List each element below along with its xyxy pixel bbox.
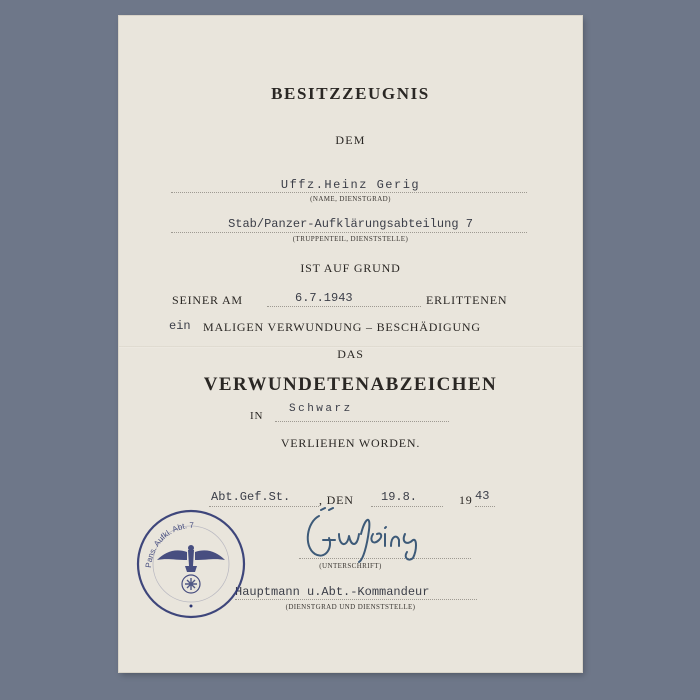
place-value: Abt.Gef.St. <box>211 490 291 504</box>
rank-value: Hauptmann u.Abt.-Kommandeur <box>235 585 430 599</box>
das-text: DAS <box>337 347 364 361</box>
grade-value: Schwarz <box>289 403 353 415</box>
maligen-text: MALIGEN VERWUNDUNG – BESCHÄDIGUNG <box>203 320 481 334</box>
unit-dotted-line <box>171 232 527 233</box>
name-value: Uffz.Heinz Gerig <box>280 178 421 192</box>
erlittenen-text: ERLITTENEN <box>426 293 508 307</box>
date-dotted-line <box>267 306 421 307</box>
name-caption: (NAME, DIENSTGRAD) <box>310 195 391 203</box>
den-text: , DEN <box>319 493 354 507</box>
verliehen-text: VERLIEHEN WORDEN. <box>280 436 421 450</box>
rank-dotted-line <box>235 599 477 600</box>
grade-dotted-line <box>275 421 449 422</box>
name-dotted-line <box>171 192 527 193</box>
official-stamp <box>135 508 247 620</box>
eagle-emblem-icon <box>157 545 225 572</box>
in-text: IN <box>250 410 264 422</box>
year-suffix-value: 43 <box>475 489 490 503</box>
award-title: VERWUNDETENABZEICHEN <box>203 374 498 395</box>
certificate-paper <box>119 16 582 672</box>
injury-date-value: 6.7.1943 <box>295 291 353 305</box>
document-title: BESITZZEUGNIS <box>271 84 430 103</box>
unit-caption: (TRUPPENTEIL, DIENSTSTELLE) <box>292 235 409 243</box>
year-prefix: 19 <box>459 493 473 507</box>
unit-value: Stab/Panzer-Aufklärungsabteilung 7 <box>228 217 473 231</box>
year-dotted-line <box>475 506 495 507</box>
dem-label: DEM <box>335 133 366 147</box>
count-value: ein <box>169 319 191 333</box>
stamp-text: Pans. Aufkl. Abt. 7 <box>143 520 194 569</box>
rank-caption: (DIENSTGRAD UND DIENSTSTELLE) <box>285 603 416 611</box>
ist-auf-grund-text: IST AUF GRUND <box>300 261 401 275</box>
signature-caption: (UNTERSCHRIFT) <box>319 562 382 570</box>
issue-date-value: 19.8. <box>381 490 418 504</box>
seiner-am-text: SEINER AM <box>172 293 243 307</box>
handwritten-signature <box>299 504 439 564</box>
